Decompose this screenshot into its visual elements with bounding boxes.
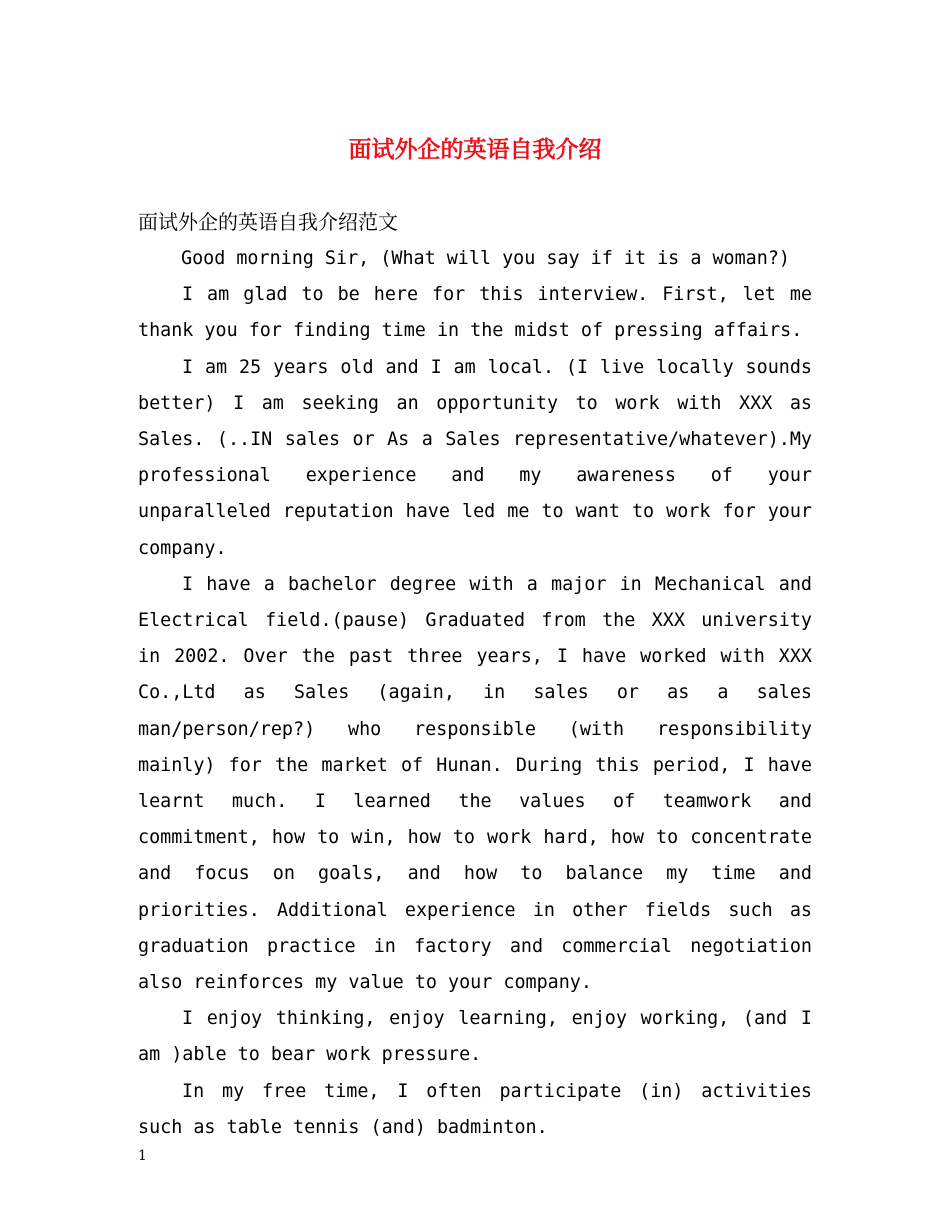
document-subtitle: 面试外企的英语自我介绍范文 xyxy=(138,210,398,234)
paragraph-personality: I enjoy thinking, enjoy learning, enjoy working, (and I am )able to bear work pressure. xyxy=(138,1008,812,1066)
paragraph-hobbies: In my free time, I often participate (in) activities such as table tennis (and) badminton. xyxy=(138,1080,812,1138)
paragraph-intro: I am glad to be here for this interview. First, let me thank you for finding time in the midst of pressing affairs. xyxy=(138,284,812,342)
document-body xyxy=(138,241,812,1146)
paragraph-background: I am 25 years old and I am local. (I live locally sounds better) I am seeking an opportunity to work with XXX as Sales. (..IN sales or As a Sales representative/whatever).My professional experience and my awareness of your unparalleled reputation have led me to want to work for your company. xyxy=(138,356,812,559)
paragraph-greeting: Good morning Sir, (What will you say if it is a woman?) xyxy=(181,248,790,269)
page-number: 1 xyxy=(138,1148,147,1164)
paragraph-education-experience: I have a bachelor degree with a major in Mechanical and Electrical field.(pause) Graduated from the XXX university in 2002. Over the past three years, I have worked with XXX Co.,Ltd as Sales (again, in sales or as a sales man/person/rep?) who responsible (with responsibility mainly) for the market of Hunan. During this period, I have learnt much. I learned the values of teamwork and commitment, how to win, how to work hard, how to concentrate and focus on goals, and how to balance my time and priorities. Additional experience in other fields such as graduation practice in factory and commercial negotiation also reinforces my value to your company. xyxy=(138,573,812,994)
document-title: 面试外企的英语自我介绍 xyxy=(348,137,602,163)
